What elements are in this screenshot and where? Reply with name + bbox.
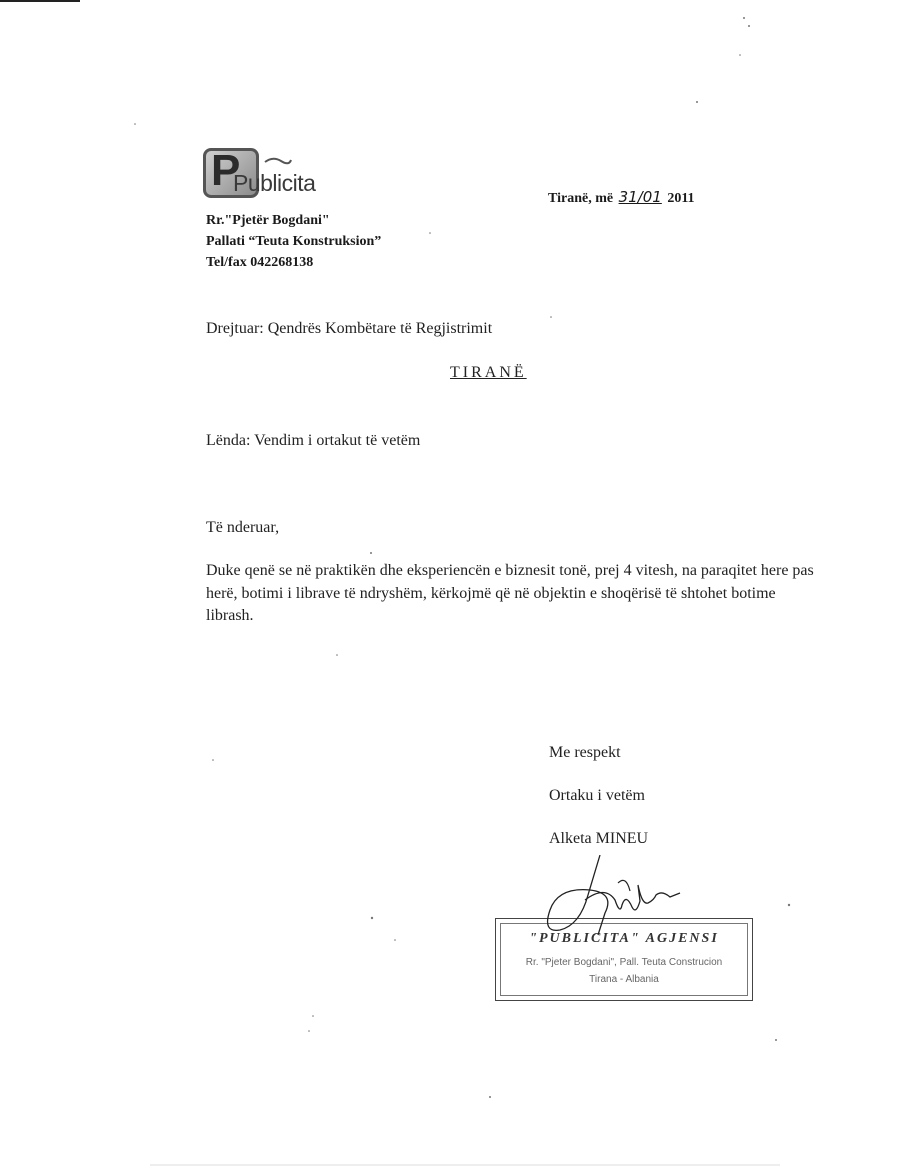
stamp-address: Rr. "Pjeter Bogdani", Pall. Teuta Construcion bbox=[525, 957, 723, 968]
publicita-logo bbox=[203, 146, 316, 204]
handwritten-signature bbox=[530, 855, 730, 945]
sender-street: Rr."Pjetër Bogdani" bbox=[206, 213, 330, 228]
dateline bbox=[548, 188, 695, 207]
body-paragraph: Duke qenë se në praktikën dhe eksperiencën e biznesit tonë, prej 4 vitesh, na paraqitet here pas herë, botimi i librave të ndryshëm, kërkojmë që në objektin e shoqërisë të shtohet botime librash. bbox=[206, 562, 814, 624]
date-year: 2011 bbox=[667, 191, 695, 206]
addressee-city: TIRANË bbox=[450, 364, 527, 381]
scan-edge-line bbox=[0, 0, 80, 2]
closing-title: Ortaku i vetëm bbox=[549, 787, 645, 804]
closing-respect: Me respekt bbox=[549, 744, 621, 761]
date-handwritten: 31/01 bbox=[618, 188, 662, 206]
sender-telfax: Tel/fax 042268138 bbox=[206, 255, 314, 270]
logo-swoosh-icon bbox=[263, 156, 293, 166]
logo-wordmark: Publicita bbox=[233, 170, 316, 196]
stamp-title: "PUBLICITA" AGJENSI bbox=[529, 931, 719, 946]
signatory-name: Alketa MINEU bbox=[549, 830, 649, 847]
logo-p-glyph: P bbox=[211, 146, 239, 195]
sender-address bbox=[206, 210, 381, 273]
greeting: Të nderuar, bbox=[206, 519, 280, 536]
stamp-city: Tirana - Albania bbox=[589, 974, 659, 985]
date-prefix: Tiranë, më bbox=[548, 191, 614, 206]
subject-line: Lënda: Vendim i ortakut të vetëm bbox=[206, 432, 421, 449]
addressee-line: Drejtuar: Qendrës Kombëtare të Regjistrimit bbox=[206, 320, 493, 337]
sender-building: Pallati “Teuta Konstruksion” bbox=[206, 234, 382, 249]
